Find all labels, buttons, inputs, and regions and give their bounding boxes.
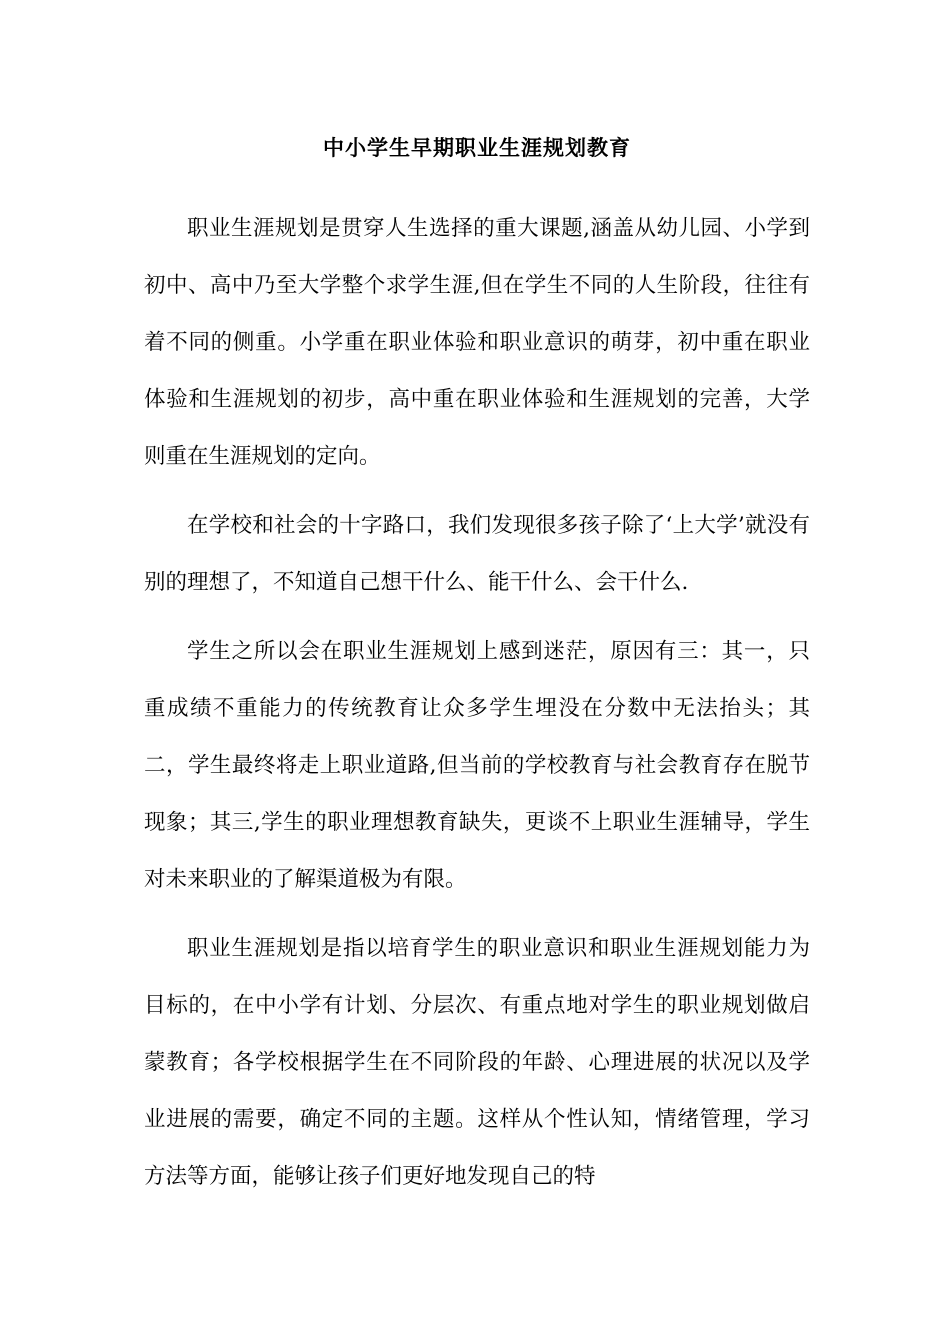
paragraph-1: 职业生涯规划是贯穿人生选择的重大课题,涵盖从幼儿园、小学到初中、高中乃至大学整个求学生涯,但在学生不同的人生阶段，往往有着不同的侧重。小学重在职业体验和职业意识的萌芽，初中重在职业体验和生涯规划的初步，高中重在职业体验和生涯规划的完善，大学则重在生涯规划的定向。 [144,216,810,469]
paragraph-2: 在学校和社会的十字路口，我们发现很多孩子除了‘上大学’就没有别的理想了，不知道自己想干什么、能干什么、会干什么. [144,513,810,595]
paragraph-3: 学生之所以会在职业生涯规划上感到迷茫，原因有三：其一，只重成绩不重能力的传统教育让众多学生埋没在分数中无法抬头；其二，学生最终将走上职业道路,但当前的学校教育与社会教育存在脱节现象；其三,学生的职业理想教育缺失，更谈不上职业生涯辅导，学生对未来职业的了解渠道极为有限。 [144,639,810,892]
paragraph-4: 职业生涯规划是指以培育学生的职业意识和职业生涯规划能力为目标的，在中小学有计划、分层次、有重点地对学生的职业规划做启蒙教育；各学校根据学生在不同阶段的年龄、心理进展的状况以及学业进展的需要，确定不同的主题。这样从个性认知，情绪管理，学习方法等方面，能够让孩子们更好地发现自己的特 [144,936,810,1189]
document-title: 中小学生早期职业生涯规划教育 [323,135,631,160]
